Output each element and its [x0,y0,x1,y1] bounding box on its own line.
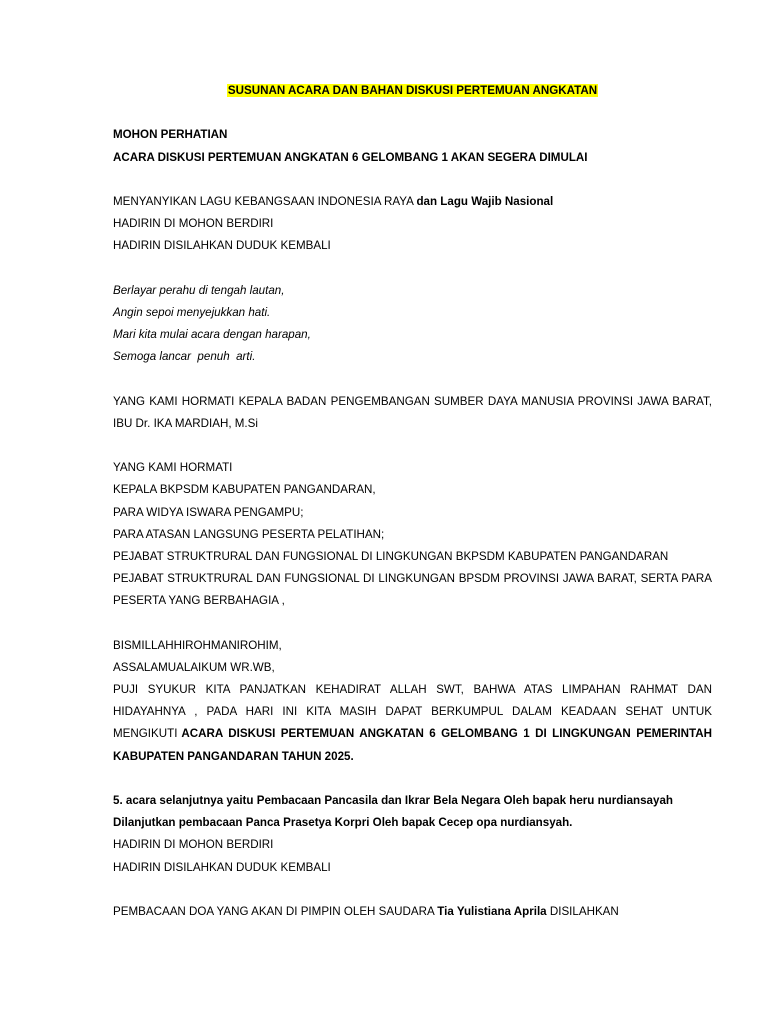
puji-line-2: HIDAYAHNYA , PADA HARI INI KITA MASIH DAPAT BERKUMPUL DALAM KEADAAN SEHAT UNTUK [113,705,712,719]
honor-line-1: YANG KAMI HORMATI KEPALA BADAN PENGEMBANGAN SUMBER DAYA MANUSIA PROVINSI JAWA BARAT, [113,394,712,408]
honor2-wrap-line-1: PEJABAT STRUKTRURAL DAN FUNGSIONAL DI LINGKUNGAN BPSDM PROVINSI JAWA BARAT, SERTA PARA [113,572,712,586]
notice-announcement: ACARA DISKUSI PERTEMUAN ANGKATAN 6 GELOMBANG 1 AKAN SEGERA DIMULAI [113,150,588,164]
item5-stand: HADIRIN DI MOHON BERDIRI [113,838,274,852]
honor-line-2: IBU Dr. IKA MARDIAH, M.Si [113,416,258,430]
poem-line-4: Semoga lancar penuh arti. [113,350,256,364]
honor2-line: PARA ATASAN LANGSUNG PESERTA PELATIHAN; [113,527,385,541]
poem-line-1: Berlayar perahu di tengah lautan, [113,283,285,297]
honor2-line: KEPALA BKPSDM KABUPATEN PANGANDARAN, [113,483,376,497]
anthem-text: MENYANYIKAN LAGU KEBANGSAAN INDONESIA RAYA [113,194,417,208]
document-title-row [113,80,712,102]
puji-line-3-bold: ACARA DISKUSI PERTEMUAN ANGKATAN 6 GELOMBANG 1 DI LINGKUNGAN PEMERINTAH [181,727,712,741]
item5-line-1: 5. acara selanjutnya yaitu Pembacaan Pancasila dan Ikrar Bela Negara Oleh bapak heru nurdiansayah [113,794,673,807]
prayer-line [113,901,712,923]
honor2-line: PEJABAT STRUKTRURAL DAN FUNGSIONAL DI LINGKUNGAN BKPSDM KABUPATEN PANGANDARAN [113,549,669,563]
puji-line-3 [113,723,712,745]
item5-sit: HADIRIN DISILAHKAN DUDUK KEMBALI [113,860,331,874]
item5-line-2: Dilanjutkan pembacaan Panca Prasetya Korpri Oleh bapak Cecep opa nurdiansyah. [113,816,573,830]
spacer [113,169,712,191]
sit-instruction: HADIRIN DISILAHKAN DUDUK KEMBALI [113,239,331,253]
anthem-line [113,191,712,213]
prayer-text-end: DISILAHKAN [546,904,619,918]
bismillah-line: BISMILLAHHIROHMANIROHIM, [113,638,282,652]
honor2-line: YANG KAMI HORMATI [113,461,233,475]
honor2-line: PARA WIDYA ISWARA PENGAMPU; [113,505,304,519]
puji-line-1: PUJI SYUKUR KITA PANJATKAN KEHADIRAT ALLAH SWT, BAHWA ATAS LIMPAHAN RAHMAT DAN [113,683,712,697]
poem-line-2: Angin sepoi menyejukkan hati. [113,305,271,319]
spacer [113,613,712,635]
spacer [113,879,712,901]
prayer-text: PEMBACAAN DOA YANG AKAN DI PIMPIN OLEH SAUDARA [113,904,438,918]
poem-line-3: Mari kita mulai acara dengan harapan, [113,328,311,342]
spacer [113,258,712,280]
spacer [113,768,712,790]
stand-instruction: HADIRIN DI MOHON BERDIRI [113,217,274,231]
puji-line-4: KABUPATEN PANGANDARAN TAHUN 2025. [113,749,354,763]
spacer [113,102,712,124]
puji-line-3-start: MENGIKUTI [113,727,178,741]
anthem-text-bold: dan Lagu Wajib Nasional [416,194,554,208]
spacer [113,368,712,390]
honor2-wrap-line-2: PESERTA YANG BERBAHAGIA , [113,594,285,608]
notice-heading: MOHON PERHATIAN [113,128,228,142]
salam-line: ASSALAMUALAIKUM WR.WB, [113,660,275,674]
prayer-leader-name: Tia Yulistiana Aprila [437,904,547,918]
spacer [113,435,712,457]
document-title: SUSUNAN ACARA DAN BAHAN DISKUSI PERTEMUAN ANGKATAN [227,84,598,97]
